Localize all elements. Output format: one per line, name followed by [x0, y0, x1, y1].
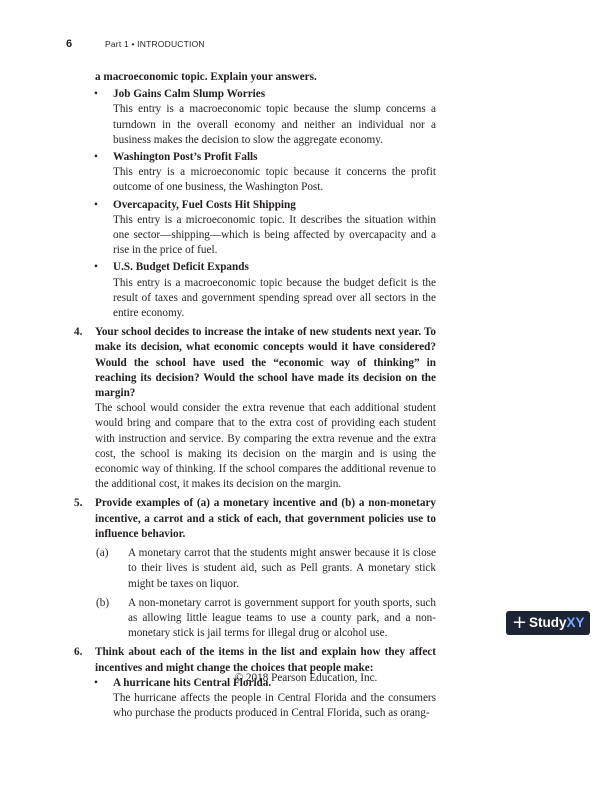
question-number: 6.	[74, 646, 83, 659]
page-body	[74, 70, 436, 721]
bullet-icon: •	[94, 151, 98, 164]
question-number: 5.	[74, 497, 83, 510]
studyxy-badge[interactable]	[506, 611, 590, 635]
q3-item-answer: This entry is a macroeconomic topic because the budget deficit is the result of taxes and government spending spread over all sectors in the entire economy.	[113, 276, 436, 320]
q3-item-title: Job Gains Calm Slump Worries	[113, 88, 266, 101]
question-text: Think about each of the items in the list and explain how they affect incentives and might change the choices that people make:	[95, 646, 436, 674]
page-number: 6	[66, 38, 73, 50]
question-text: Your school decides to increase the intake of new students next year. To make its decision, what economic concepts would it have considered? Would the school have used the “economic way of thinking” in reaching its decision? Would the school have made its decision on the margin?	[95, 326, 436, 400]
q3-item-1	[74, 87, 436, 148]
question-4	[74, 325, 436, 492]
answer-text: The school would consider the extra revenue that each additional student would bring and compare that to the extra cost of providing each student with instruction and service. By comparing the extra revenue and the extra cost, the school is making its decision on the margin and is using the economic way of thinking. If the school compares the additional revenue to the additional cost, it makes its decision on the margin.	[95, 402, 436, 491]
bullet-icon: •	[94, 676, 98, 689]
q3-item-answer: This entry is a microeconomic topic because it concerns the profit outcome of one business, the Washington Post.	[113, 166, 436, 194]
q3-item-title: U.S. Budget Deficit Expands	[113, 261, 249, 274]
q3-item-answer: This entry is a microeconomic topic. It describes the situation within one sector—shipping—which is being affected by overcapacity and a rise in the price of fuel.	[113, 213, 436, 257]
q6-item-answer: The hurricane affects the people in Central Florida and the consumers who purchase the products produced in Central Florida, such as orang-	[113, 691, 436, 720]
question-5	[74, 496, 436, 542]
bullet-icon: •	[94, 261, 98, 274]
q6-item-title: A hurricane hits Central Florida.	[113, 676, 272, 689]
plus-icon: +	[512, 612, 528, 633]
question-3-tail: a macroeconomic topic. Explain your answers.	[95, 71, 317, 83]
question-number: 4.	[74, 326, 83, 339]
q3-item-title: Washington Post’s Profit Falls	[113, 151, 258, 164]
part-text: A monetary carrot that the students might answer because it is close to their lives is student aid, such as Pell grants. A monetary stick might be taxes on liquor.	[128, 547, 436, 590]
part-text: A non-monetary carrot is government support for youth sports, such as allowing little league teams to use a county park, and a non-monetary stick is jail terms for illegal drug or alcohol use.	[128, 596, 436, 640]
q3-item-4	[74, 260, 436, 321]
bullet-icon: •	[94, 198, 98, 211]
q3-item-title: Overcapacity, Fuel Costs Hit Shipping	[113, 198, 296, 211]
part-label: (b)	[96, 596, 110, 609]
q5-part-b	[74, 596, 436, 642]
brand-name: StudyXY	[529, 615, 585, 630]
part-label: (a)	[96, 547, 109, 560]
q3-item-answer: This entry is a macroeconomic topic because the slump concerns a turndown in the overall economy and neither an individual nor a business makes the decision to slow the aggregate economy.	[113, 103, 436, 146]
q3-item-2	[74, 150, 436, 196]
copyright-footer: © 2018 Pearson Education, Inc.	[234, 672, 378, 684]
q5-part-a	[74, 546, 436, 592]
bullet-icon: •	[94, 88, 98, 101]
part-label: Part 1 • INTRODUCTION	[105, 39, 205, 49]
q3-item-3	[74, 198, 436, 259]
question-text: Provide examples of (a) a monetary incentive and (b) a non-monetary incentive, a carrot and a stick of each, that government policies use to influence behavior.	[95, 497, 436, 540]
